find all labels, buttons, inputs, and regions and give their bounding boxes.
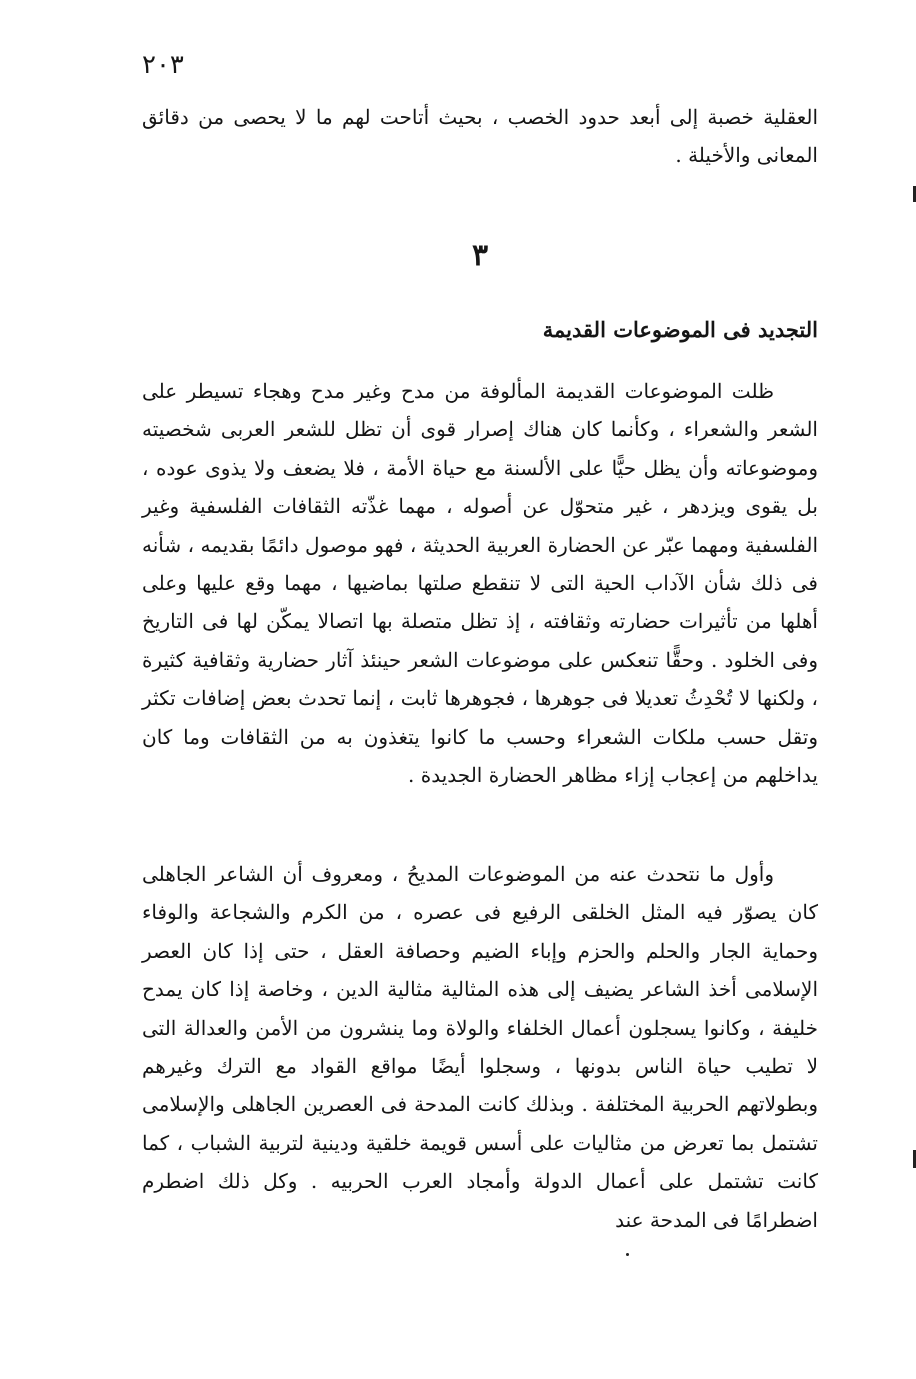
intro-paragraph: العقلية خصبة إلى أبعد حدود الخصب ، بحيث أتاحت لهم ما لا يحصى من دقائق المعانى والأخيلة . [142, 105, 818, 168]
body-paragraph-1: ظلت الموضوعات القديمة المألوفة من مدح وغير مدح وهجاء تسيطر على الشعر والشعراء ، وكأنما كان هناك إصرار قوى أن تظل للشعر العربى شخصيته وموضوعاته وأن يظل حيًّا على الألسنة مع حياة الأمة ، فلا يضعف ولا يذوى عوده ، بل يقوى ويزدهر ، غير متحوّل عن أصوله ، مهما غذّته الثقافات الفلسفية وغير الفلسفية ومهما عبّر عن الحضارة العربية الحديثة ، فهو موصول دائمًا بقديمه ، شأنه فى ذلك شأن الآداب الحية التى لا تنقطع صلتها بماضيها ، مهما وقع عليها وعلى أهلها من تأثيرات حضارته وثقافته ، إذ تظل متصلة بها اتصالا يمكّن لها فى التاريخ وفى الخلود . وحقًّا تنعكس على موضوعات الشعر حينئذ آثار حضارية وثقافية كثيرة ، ولكنها لا تُحْدِثُ تعديلا فى جوهرها ، فجوهرها ثابت ، إنما تحدث بعض إضافات تكثر وتقل حسب ملكات الشعراء وحسب ما كانوا يتغذون به من الثقافات وما كان يداخلهم من إعجاب إزاء مظاهر الحضارة الجديدة . [142, 379, 818, 788]
page-number: ٢٠٣ [142, 50, 184, 80]
section-number: ٣ [471, 238, 489, 273]
body-paragraph-2: وأول ما نتحدث عنه من الموضوعات المديحُ ، ومعروف أن الشاعر الجاهلى كان يصوّر فيه المثل الخلقى الرفيع فى عصره ، من الكرم والشجاعة والوفاء وحماية الجار والحلم والحزم وإباء الضيم وحصافة العقل ، حتى إذا كان العصر الإسلامى أخذ الشاعر يضيف إلى هذه المثالية مثالية الدين ، وخاصة إذا كان يمدح خليفة ، وكانوا يسجلون أعمال الخلفاء والولاة وما ينشرون من الأمن والعدالة التى لا تطيب حياة الناس بدونها ، وسجلوا أيضًا مواقع القواد مع الترك وغيرهم وبطولاتهم الحربية المختلفة . وبذلك كانت المدحة فى العصرين الجاهلى والإسلامى تشتمل بما تعرض من مثاليات على أسس قويمة خلقية ودينية لتربية الشباب ، كما كانت تشتمل على أعمال الدولة وأمجاد العرب الحربيه . وكل ذلك اضطرم اضطرامًا فى المدحة عند [142, 862, 818, 1232]
section-title: التجديد فى الموضوعات القديمة [542, 317, 818, 342]
stray-dot [626, 1253, 629, 1256]
